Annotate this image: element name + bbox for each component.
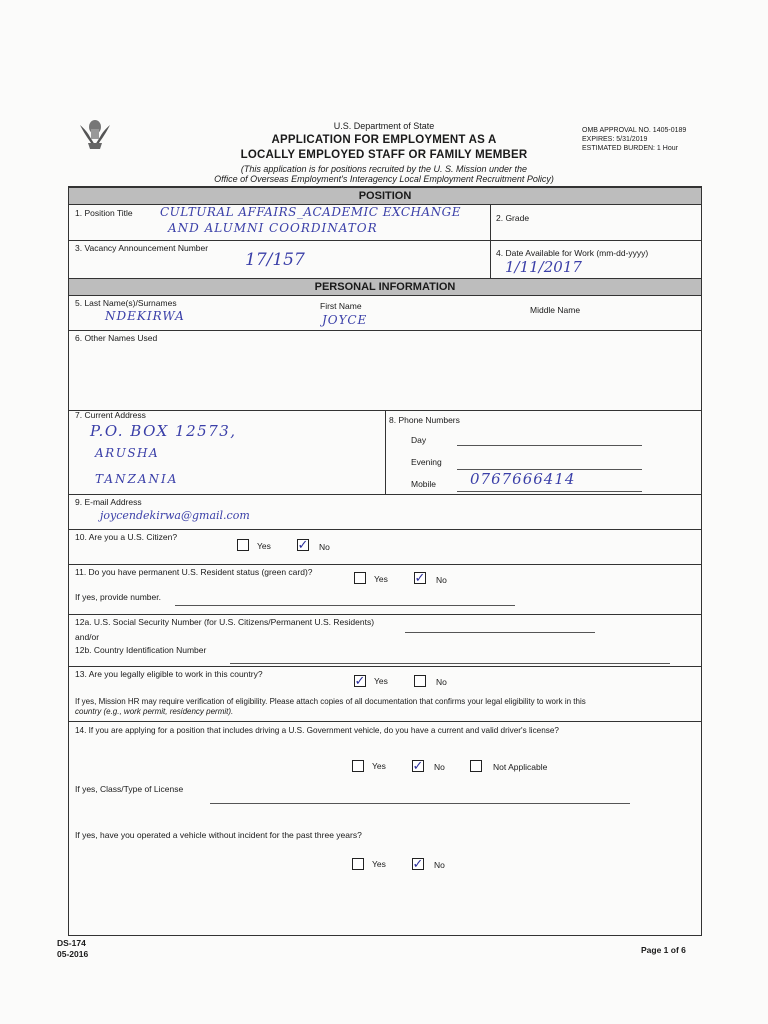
vacancy-label: 3. Vacancy Announcement Number — [75, 243, 209, 253]
section-personal-information: PERSONAL INFORMATION — [69, 278, 701, 296]
form-subtitle-line2: Office of Overseas Employment's Interagency Local Employment Recruitment Policy) — [214, 174, 554, 184]
omb-expires: EXPIRES: 5/31/2019 — [582, 136, 648, 143]
section-position: POSITION — [69, 187, 701, 205]
question-green-card: 11. Do you have permanent U.S. Resident status (green card)? — [75, 567, 313, 577]
question-legally-eligible: 13. Are you legally eligible to work in this country? — [75, 669, 263, 679]
divider — [69, 494, 701, 495]
incident-no-label: No — [434, 860, 445, 870]
last-name-value[interactable]: NDEKIRWA — [105, 309, 185, 323]
phone-evening-label: Evening — [411, 457, 442, 467]
phone-mobile-label: Mobile — [411, 479, 437, 489]
divider — [69, 614, 701, 615]
eligible-no-checkbox[interactable] — [414, 675, 426, 687]
divider — [490, 204, 491, 240]
checkmark-icon: ✓ — [412, 758, 424, 773]
green-card-number-label: If yes, provide number. — [75, 592, 161, 602]
middle-name-label: Middle Name — [530, 305, 581, 315]
license-no-label: No — [434, 762, 445, 772]
us-citizen-no-label: No — [319, 542, 330, 552]
other-names-label: 6. Other Names Used — [75, 333, 158, 343]
question-vehicle-incident: If yes, have you operated a vehicle without incident for the past three years? — [75, 830, 362, 840]
phone-day-label: Day — [411, 435, 427, 445]
position-title-value-line1[interactable]: CULTURAL AFFAIRS_ACADEMIC EXCHANGE — [160, 205, 461, 219]
divider — [69, 721, 701, 722]
question-drivers-license: 14. If you are applying for a position that includes driving a U.S. Government vehicle, do you have a current and valid driver's license? — [75, 726, 559, 735]
position-title-value-line2[interactable]: AND ALUMNI COORDINATOR — [168, 221, 378, 235]
divider — [69, 330, 701, 331]
incident-yes-checkbox[interactable] — [352, 858, 364, 870]
license-yes-label: Yes — [372, 761, 386, 771]
license-yes-checkbox[interactable] — [352, 760, 364, 772]
form-revision-date: 05-2016 — [57, 949, 89, 959]
checkmark-icon: ✓ — [414, 570, 426, 585]
divider — [69, 666, 701, 667]
grade-label: 2. Grade — [496, 213, 530, 223]
form-number: DS-174 — [57, 938, 86, 948]
phone-mobile-value[interactable]: 0767666414 — [470, 470, 576, 488]
position-title-label: 1. Position Title — [75, 208, 133, 218]
address-line3[interactable]: TANZANIA — [95, 472, 179, 486]
eligibility-note-line1: If yes, Mission HR may require verification of eligibility. Please attach copies of all documentation that confirms your legal eligibility to work in this — [75, 697, 586, 706]
vacancy-value[interactable]: 17/157 — [245, 250, 305, 270]
omb-burden: ESTIMATED BURDEN: 1 Hour — [582, 145, 678, 152]
green-card-number-line[interactable] — [175, 605, 515, 606]
us-citizen-yes-label: Yes — [257, 541, 271, 551]
ssn-line[interactable] — [405, 632, 595, 633]
form-subtitle-line1: (This application is for positions recruited by the U. S. Mission under the — [240, 164, 528, 174]
page-number: Page 1 of 6 — [641, 945, 686, 955]
question-us-citizen: 10. Are you a U.S. Citizen? — [75, 532, 178, 542]
green-card-yes-checkbox[interactable] — [354, 572, 366, 584]
question-country-id: 12b. Country Identification Number — [75, 645, 207, 655]
divider — [69, 529, 701, 530]
phone-mobile-line — [457, 491, 642, 492]
date-available-label: 4. Date Available for Work (mm-dd-yyyy) — [496, 248, 649, 258]
green-card-no-label: No — [436, 575, 447, 585]
question-ssn: 12a. U.S. Social Security Number (for U.S. Citizens/Permanent U.S. Residents) — [75, 617, 375, 627]
incident-yes-label: Yes — [372, 859, 386, 869]
date-available-value[interactable]: 1/11/2017 — [505, 258, 582, 276]
country-id-line[interactable] — [230, 663, 670, 664]
address-line1[interactable]: P.O. BOX 12573, — [90, 422, 237, 440]
checkmark-icon: ✓ — [354, 673, 366, 688]
form-title-line1: APPLICATION FOR EMPLOYMENT AS A — [271, 134, 497, 146]
checkmark-icon: ✓ — [412, 856, 424, 871]
eligible-no-label: No — [436, 677, 447, 687]
eligibility-note-line2: country (e.g., work permit, residency permit). — [75, 707, 234, 716]
divider — [69, 564, 701, 565]
divider — [490, 240, 491, 278]
email-value[interactable]: joycendekirwa@gmail.com — [100, 509, 250, 522]
first-name-label: First Name — [320, 301, 362, 311]
department-name: U.S. Department of State — [333, 121, 435, 131]
address-label: 7. Current Address — [75, 410, 146, 420]
and-or-label: and/or — [75, 632, 100, 642]
green-card-yes-label: Yes — [374, 574, 388, 584]
divider — [69, 240, 701, 241]
checkmark-icon: ✓ — [297, 537, 309, 552]
form-title-line2: LOCALLY EMPLOYED STAFF OR FAMILY MEMBER — [240, 149, 528, 161]
divider — [385, 410, 386, 494]
us-citizen-yes-checkbox[interactable] — [237, 539, 249, 551]
omb-approval: OMB APPROVAL NO. 1405-0189 — [582, 127, 687, 134]
address-line2[interactable]: ARUSHA — [95, 446, 160, 460]
phone-day-line[interactable] — [457, 445, 642, 446]
eligible-yes-label: Yes — [374, 676, 388, 686]
last-name-label: 5. Last Name(s)/Surnames — [75, 298, 177, 308]
license-not-applicable-label: Not Applicable — [493, 762, 548, 772]
omb-info — [582, 126, 686, 153]
email-label: 9. E-mail Address — [75, 497, 142, 507]
license-class-line[interactable] — [210, 803, 630, 804]
first-name-value[interactable]: JOYCE — [322, 313, 368, 327]
license-class-label: If yes, Class/Type of License — [75, 784, 184, 794]
phone-numbers-label: 8. Phone Numbers — [389, 415, 460, 425]
license-not-applicable-checkbox[interactable] — [470, 760, 482, 772]
